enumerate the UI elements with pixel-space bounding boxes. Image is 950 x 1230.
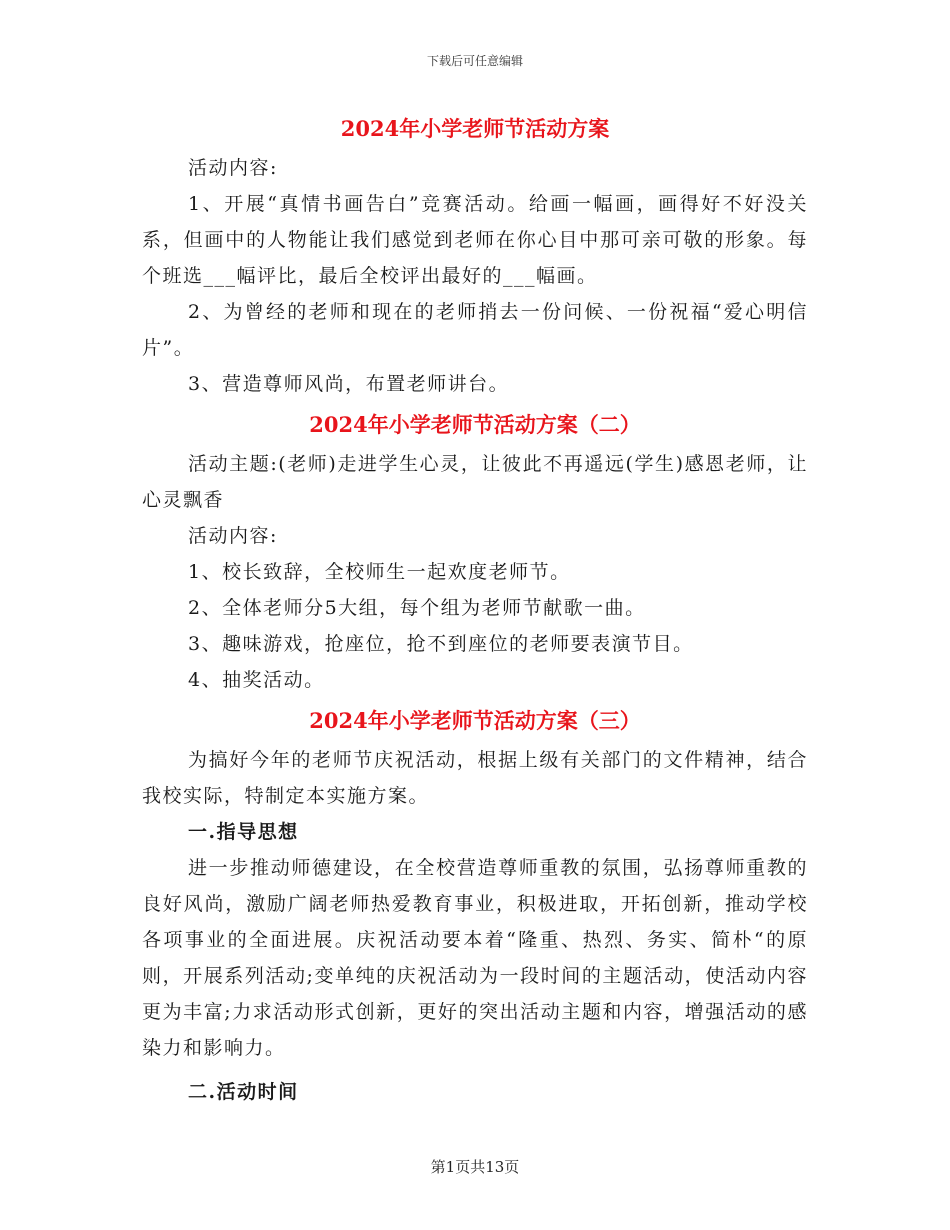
subheading-guiding-thought: 一.指导思想 — [188, 821, 299, 843]
paragraph: 3、趣味游戏，抢座位，抢不到座位的老师要表演节目。 — [188, 633, 694, 655]
section-title-1: 2024年小学老师节活动方案 — [340, 116, 610, 141]
paragraph: 活动主题:(老师)走进学生心灵，让彼此不再遥远(学生)感恩老师，让心灵飘香 — [142, 453, 808, 511]
paragraph: 为搞好今年的老师节庆祝活动，根据上级有关部门的文件精神，结合我校实际，特制定本实施方案。 — [142, 749, 808, 807]
document-body — [142, 112, 808, 1110]
section-title-2: 2024年小学老师节活动方案（二） — [309, 412, 641, 437]
paragraph: 1、开展“真情书画告白”竞赛活动。给画一幅画，画得好不好没关系，但画中的人物能让我们感觉到老师在你心目中那可亲可敬的形象。每个班选___幅评比，最后全校评出最好的___幅画。 — [142, 193, 808, 287]
paragraph: 2、全体老师分5大组，每个组为老师节献歌一曲。 — [188, 597, 646, 619]
page-footer: 第1页共13页 — [430, 1158, 520, 1176]
subheading-activity-time: 二.活动时间 — [188, 1081, 299, 1103]
paragraph: 2、为曾经的老师和现在的老师捎去一份问候、一份祝福“爱心明信片”。 — [142, 301, 808, 359]
paragraph: 进一步推动师德建设，在全校营造尊师重教的氛围，弘扬尊师重教的良好风尚，激励广阔老师热爱教育事业，积极进取，开拓创新，推动学校各项事业的全面进展。庆祝活动要本着“隆重、热烈、务实、简朴“的原则，开展系列活动;变单纯的庆祝活动为一段时间的主题活动，使活动内容更为丰富;力求活动形式创新，更好的突出活动主题和内容，增强活动的感染力和影响力。 — [142, 857, 808, 1059]
paragraph: 3、营造尊师风尚，布置老师讲台。 — [188, 373, 510, 395]
paragraph: 活动内容: — [188, 157, 278, 179]
paragraph: 4、抽奖活动。 — [188, 669, 325, 691]
page-header: 下载后可任意编辑 — [426, 54, 523, 68]
paragraph: 活动内容: — [188, 525, 278, 547]
paragraph: 1、校长致辞，全校师生一起欢度老师节。 — [188, 561, 571, 583]
section-title-3: 2024年小学老师节活动方案（三） — [309, 708, 641, 733]
